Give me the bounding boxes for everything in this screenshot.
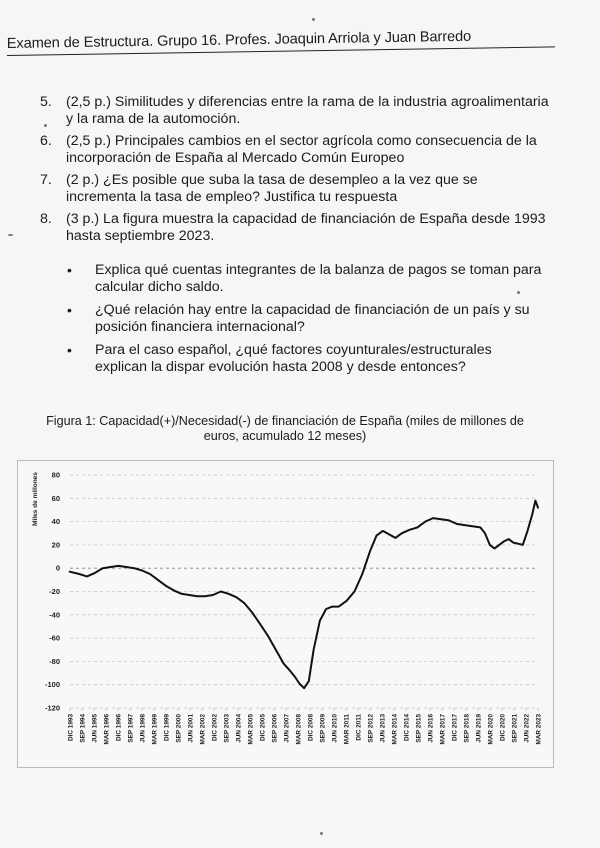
scan-speck <box>312 18 315 21</box>
x-tick-label: SEP 2018 <box>463 714 471 743</box>
question-8 <box>40 211 550 245</box>
sub-question-text: Explica qué cuentas integrantes de la balanza de pagos se toman para calcular dicho saldo. <box>95 262 542 295</box>
x-tick-label: JUN 2004 <box>235 714 243 743</box>
sub-question <box>67 262 547 296</box>
x-tick-label: JUN 2010 <box>331 714 339 743</box>
x-tick-label: DIC 2008 <box>307 714 315 741</box>
y-tick-label: 80 <box>51 470 60 480</box>
x-tick-label: DIC 1993 <box>67 714 75 741</box>
x-tick-label: SEP 1997 <box>127 714 135 743</box>
y-tick-label: -20 <box>49 587 60 596</box>
x-tick-label: MAR 1996 <box>103 714 111 745</box>
x-tick-label: JUN 1998 <box>139 714 147 743</box>
x-tick-label: MAR 2023 <box>535 714 543 745</box>
question-number: 8. <box>40 211 52 227</box>
question-text: (2,5 p.) Principales cambios en el sector agrícola como consecuencia de la incorporación de España al Mercado Común Europeo <box>66 133 537 166</box>
chart-frame <box>17 460 554 768</box>
y-tick-label: 0 <box>55 563 60 573</box>
y-tick-label: -60 <box>49 633 60 643</box>
exam-title: Examen de Estructura. Grupo 16. Profes. Joaquin Arriola y Juan Barredo <box>6 28 472 53</box>
sub-question-list <box>67 262 547 382</box>
bullet-icon: • <box>67 302 72 318</box>
x-tick-label: JUN 2007 <box>283 714 291 743</box>
x-tick-label: MAR 2014 <box>391 714 399 745</box>
x-tick-labels <box>68 708 543 745</box>
scan-speck <box>44 124 47 127</box>
x-tick-label: JUN 2013 <box>379 714 387 743</box>
y-tick-label: -100 <box>44 680 60 690</box>
question-number: 5. <box>40 94 52 110</box>
sub-question <box>67 302 547 336</box>
y-tick-label: 20 <box>51 540 60 550</box>
y-tick-label: 40 <box>51 517 60 527</box>
x-tick-label: SEP 2021 <box>511 714 519 743</box>
line-chart <box>18 461 553 767</box>
y-tick-label: -40 <box>49 610 60 620</box>
x-tick-label: DIC 1996 <box>115 714 123 741</box>
x-tick-label: DIC 2017 <box>451 714 459 741</box>
x-tick-label: SEP 1994 <box>79 714 87 743</box>
x-tick-label: MAR 2002 <box>199 714 207 745</box>
scan-speck <box>320 832 323 835</box>
grid-lines <box>70 475 538 708</box>
y-tick-label: -80 <box>49 656 60 666</box>
x-tick-label: SEP 2015 <box>415 714 423 743</box>
x-tick-label: DIC 2020 <box>499 714 507 741</box>
x-tick-label: SEP 2006 <box>271 714 279 743</box>
x-tick-label: JUN 2016 <box>427 714 435 743</box>
x-tick-label: DIC 2011 <box>355 714 363 741</box>
x-tick-label: DIC 2005 <box>259 714 267 741</box>
question-number: 7. <box>40 172 52 188</box>
question-5 <box>40 94 550 128</box>
scan-speck <box>8 234 13 236</box>
x-tick-label: MAR 2020 <box>487 714 495 745</box>
y-tick-label: -120 <box>44 703 60 713</box>
question-text: (2 p.) ¿Es posible que suba la tasa de desempleo a la vez que se incrementa la tasa de empleo? Justifica tu respuesta <box>66 172 478 205</box>
x-tick-label: JUN 1995 <box>91 714 99 743</box>
scan-speck <box>517 291 520 294</box>
bullet-icon: • <box>67 342 72 358</box>
x-tick-label: MAR 2005 <box>247 714 255 745</box>
question-text: (3 p.) La figura muestra la capacidad de financiación de España desde 1993 hasta septiembre 2023. <box>66 211 546 244</box>
y-tick-label: 60 <box>51 493 60 503</box>
question-7 <box>40 172 550 206</box>
x-tick-label: SEP 2000 <box>175 714 183 743</box>
x-tick-label: JUN 2001 <box>187 714 195 743</box>
x-tick-label: JUN 2019 <box>475 714 483 743</box>
sub-question <box>67 342 547 376</box>
series-line <box>70 501 538 689</box>
question-text: (2,5 p.) Similitudes y diferencias entre la rama de la industria agroalimentaria y la rama de la automoción. <box>66 94 549 127</box>
question-6 <box>40 133 550 167</box>
sub-question-text: Para el caso español, ¿qué factores coyunturales/estructurales explican la dispar evolución hasta 2008 y desde entonces? <box>95 342 492 375</box>
x-tick-label: SEP 2003 <box>223 714 231 743</box>
question-number: 6. <box>40 133 52 149</box>
x-tick-label: DIC 1999 <box>163 714 171 741</box>
x-tick-label: SEP 2009 <box>319 714 327 743</box>
x-tick-label: MAR 1999 <box>151 714 159 745</box>
x-tick-label: MAR 2008 <box>295 714 303 745</box>
x-tick-label: SEP 2012 <box>367 714 375 743</box>
exam-header <box>7 27 555 56</box>
x-tick-label: MAR 2017 <box>439 714 447 745</box>
figure-caption: Figura 1: Capacidad(+)/Necesidad(-) de financiación de España (miles de millones de euros, acumulado 12 meses) <box>46 414 524 443</box>
bullet-icon: • <box>67 262 72 278</box>
sub-question-text: ¿Qué relación hay entre la capacidad de financiación de un país y su posición financiera internacional? <box>95 302 530 335</box>
x-tick-label: DIC 2002 <box>211 714 219 741</box>
y-axis-label: Miles de millones <box>32 472 39 526</box>
x-tick-label: JUN 2022 <box>523 714 531 743</box>
y-tick-labels <box>45 471 60 713</box>
x-tick-label: MAR 2011 <box>343 714 351 745</box>
question-list <box>40 94 550 251</box>
x-tick-label: DIC 2014 <box>403 714 411 741</box>
